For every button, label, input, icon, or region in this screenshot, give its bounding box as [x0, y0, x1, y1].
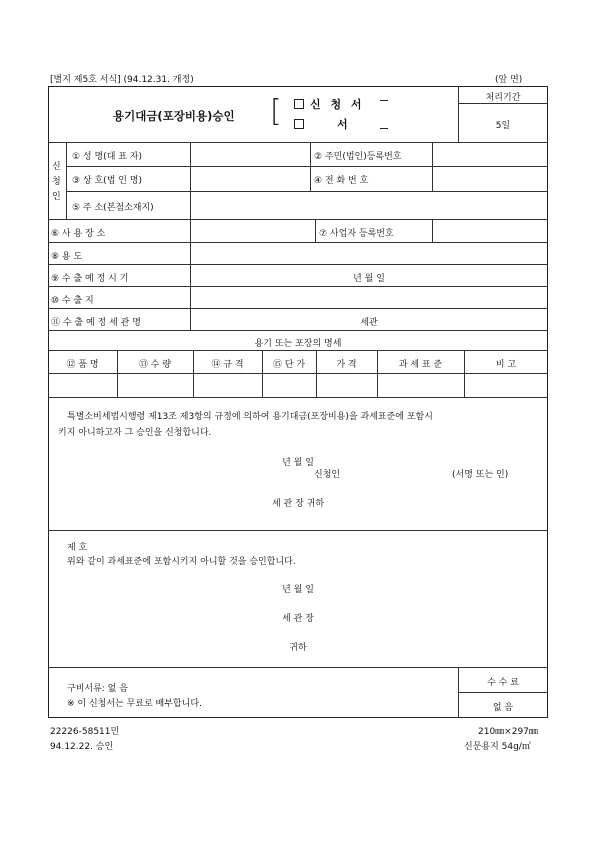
customs-label: ⑪ 수 출 예 정 세 관 명	[51, 318, 141, 328]
fee-value: 없 음	[492, 703, 514, 713]
free-distribution-note: ※ 이 신청서는 무료로 배부합니다.	[67, 699, 202, 709]
application-text-line1: 특별소비세법시행령 제13조 제3항의 규정에 의하여 용기대금(포장비용)을 과세표준에 포함시	[67, 412, 433, 422]
biz-no-label: ⑦ 사업자 등록번호	[319, 229, 394, 239]
customs-value[interactable]: 세관	[360, 318, 378, 328]
approval-number-label: 제 호	[67, 543, 88, 553]
col-header-spec: ⑭ 규 격	[211, 360, 244, 370]
use-place-label: ⑥ 사 용 장 소	[51, 229, 106, 239]
purpose-field[interactable]	[195, 245, 544, 262]
required-docs-label: 구비서류: 없 음	[67, 684, 128, 694]
company-label: ③ 상 호(법 인 명)	[72, 176, 143, 186]
checkbox-doc[interactable]	[294, 119, 304, 129]
purpose-label: ⑧ 용 도	[51, 252, 83, 262]
application-text-line2: 키지 아니하고자 그 승인을 신청합니다.	[58, 428, 212, 438]
bracket-tick-top	[380, 100, 388, 101]
export-dest-field[interactable]	[195, 289, 544, 306]
use-place-field[interactable]	[195, 222, 310, 239]
applicant-sign-label: 신청인	[314, 470, 341, 480]
address-field[interactable]	[195, 195, 544, 215]
reg-no-field[interactable]	[436, 145, 544, 163]
approval-addressee: 귀하	[289, 643, 307, 653]
applicant-group-label: 신청인	[52, 162, 61, 202]
col-header-unit-price: ⑮ 단 가	[272, 360, 306, 370]
paper-size: 210㎜×297㎜	[478, 727, 538, 737]
col-header-remarks: 비 고	[495, 360, 517, 370]
approval-stamp-date: 94.12.22. 승인	[50, 742, 114, 752]
processing-period-label: 처리기간	[485, 93, 521, 103]
checkbox-apply[interactable]	[294, 99, 304, 109]
biz-no-field[interactable]	[436, 222, 544, 239]
left-bracket: [	[270, 94, 282, 129]
option-doc: 서	[294, 116, 351, 132]
name-label: ① 성 명(대 표 자)	[72, 152, 143, 162]
col-header-price: 가 격	[336, 360, 357, 370]
company-field[interactable]	[195, 169, 305, 187]
approval-text: 위와 같이 과세표준에 포함시키지 아니할 것을 승인합니다.	[67, 557, 296, 567]
approval-chief: 세 관 장	[282, 614, 314, 624]
export-date-value[interactable]: 년 월 일	[353, 274, 385, 284]
processing-period-value: 5일	[495, 121, 511, 131]
paper-type: 신문용지 54g/㎡	[464, 742, 531, 752]
option-apply: 신 청 서	[294, 96, 365, 112]
address-label: ⑤ 주 소(본점소재지)	[72, 203, 154, 213]
table-row[interactable]	[50, 375, 546, 395]
col-header-qty: ⑬ 수 량	[138, 360, 172, 370]
reg-no-label: ② 주민(법인)등록번호	[314, 152, 402, 162]
export-date-label: ⑨ 수 출 예 정 시 기	[51, 274, 129, 284]
phone-field[interactable]	[436, 169, 544, 187]
page-side-label: (앞 면)	[495, 75, 523, 85]
application-addressee: 세 관 장 귀하	[271, 499, 325, 509]
fee-label: 수 수 료	[487, 678, 519, 688]
form-title: 용기대금(포장비용)승인	[113, 109, 235, 123]
col-header-item: ⑫ 품 명	[66, 360, 99, 370]
name-field[interactable]	[195, 145, 305, 163]
application-date[interactable]: 년 월 일	[282, 458, 314, 468]
signature-slot[interactable]: (서명 또는 인)	[452, 470, 509, 480]
phone-label: ④ 전 화 번 호	[314, 176, 369, 186]
bracket-tick-bottom	[380, 128, 388, 129]
export-dest-label: ⑩ 수 출 지	[51, 296, 94, 306]
items-table-caption: 용기 또는 포장의 명세	[254, 339, 342, 349]
form-reference: [별지 제5호 서식] (94.12.31. 개정)	[50, 75, 194, 85]
col-header-tax-base: 과 세 표 준	[398, 360, 443, 370]
form-number: 22226-58511민	[50, 727, 120, 737]
approval-date: 년 월 일	[282, 585, 314, 595]
